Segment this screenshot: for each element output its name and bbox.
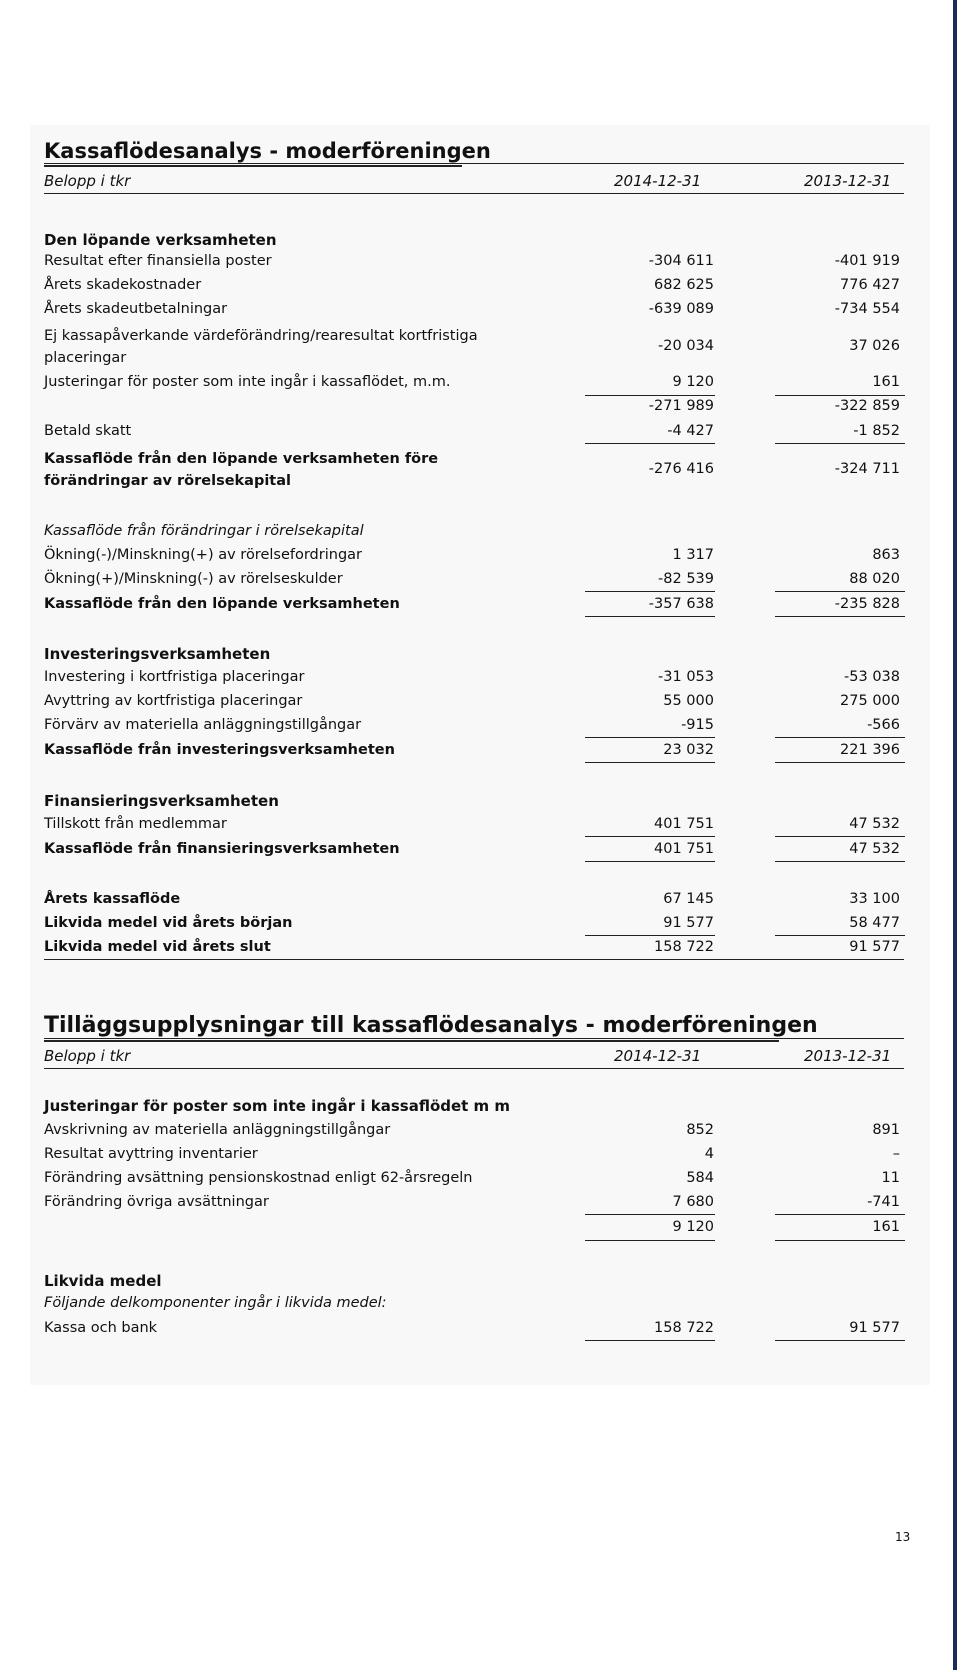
row-label: Förändring avsättning pensionskostnad enligt 62-årsregeln [44, 1170, 473, 1186]
section1-unit-label: Belopp i tkr [44, 172, 131, 190]
table-row [44, 569, 904, 591]
row-label: Investering i kortfristiga placeringar [44, 669, 305, 685]
table-row [44, 667, 904, 689]
value-2014: 158 722 [654, 939, 714, 955]
table-row [44, 251, 904, 273]
table-row [44, 1144, 904, 1166]
value-2014: 91 577 [663, 915, 714, 931]
section2-header-bottom-rule [44, 1068, 904, 1069]
value-2014: -639 089 [648, 301, 714, 317]
value-2014: 1 317 [672, 547, 714, 563]
value-2014: -276 416 [648, 461, 714, 477]
likvida-subheading: Följande delkomponenter ingår i likvida medel: [44, 1295, 387, 1311]
value-2014: -31 053 [658, 669, 714, 685]
total-rule [775, 762, 905, 763]
subtotal-rule [775, 737, 905, 738]
row-label: Årets skadekostnader [44, 277, 202, 293]
section1-title: Kassaflödesanalys - moderföreningen [44, 139, 491, 163]
value-2014: 682 625 [654, 277, 714, 293]
table-row [44, 299, 904, 321]
value-2013: -566 [867, 717, 900, 733]
value-2014: -271 989 [648, 398, 714, 414]
table-row-total [44, 448, 904, 492]
value-2014: -82 539 [658, 571, 714, 587]
value-2013: -322 859 [834, 398, 900, 414]
value-2013: 863 [872, 547, 900, 563]
value-2013: -1 852 [853, 423, 900, 439]
value-2014: 401 751 [654, 841, 714, 857]
page-number: 13 [895, 1530, 911, 1544]
value-2013: -324 711 [834, 461, 900, 477]
row-label: Resultat avyttring inventarier [44, 1146, 258, 1162]
value-2013: -401 919 [834, 253, 900, 269]
value-2013: 776 427 [840, 277, 900, 293]
value-2013: – [892, 1146, 900, 1162]
value-2014: 55 000 [663, 693, 714, 709]
value-2013: 91 577 [849, 939, 900, 955]
section1-header-top-rule [44, 163, 904, 164]
table-row-total [44, 889, 904, 911]
value-2014: 852 [686, 1122, 714, 1138]
table-row-total [44, 913, 904, 935]
value-2014: -4 427 [667, 423, 714, 439]
section2-col1-header: 2014-12-31 [614, 1047, 702, 1065]
value-2014: -357 638 [648, 596, 714, 612]
value-2014: 401 751 [654, 816, 714, 832]
section2-title-underline [44, 1040, 779, 1042]
value-2014: 9 120 [672, 374, 714, 390]
table-row [44, 1120, 904, 1142]
value-2014: 158 722 [654, 1320, 714, 1336]
row-label: Årets skadeutbetalningar [44, 301, 228, 317]
page-edge-rule [953, 0, 957, 1670]
row-label: Resultat efter finansiella poster [44, 253, 272, 269]
section1-col2-header: 2013-12-31 [804, 172, 892, 190]
value-2013: 47 532 [849, 816, 900, 832]
table-row [44, 1318, 904, 1340]
row-label: Justeringar för poster som inte ingår i kassaflödet, m.m. [44, 374, 451, 390]
value-2014: -20 034 [658, 338, 714, 354]
total-rule [585, 861, 715, 862]
subtotal-rule [585, 1214, 715, 1215]
row-label: Likvida medel vid årets slut [44, 939, 271, 955]
value-2013: 91 577 [849, 1320, 900, 1336]
subtotal-rule [585, 935, 715, 936]
value-2014: 4 [704, 1146, 714, 1162]
row-label: Avskrivning av materiella anläggningstillgångar [44, 1122, 391, 1138]
row-label: Kassaflöde från finansieringsverksamheten [44, 841, 400, 857]
section-heading-finansiering: Finansieringsverksamheten [44, 792, 279, 810]
row-label: Likvida medel vid årets början [44, 915, 293, 931]
row-label: Betald skatt [44, 423, 132, 439]
table-row-total [44, 594, 904, 616]
section2-title: Tilläggsupplysningar till kassaflödesanalys - moderföreningen [44, 1013, 818, 1038]
subtotal-rule [775, 443, 905, 444]
section2-col2-header: 2013-12-31 [804, 1047, 892, 1065]
total-rule [775, 861, 905, 862]
section-heading-roerelsekapital: Kassaflöde från förändringar i rörelsekapital [44, 523, 364, 539]
section2-header-top-rule [44, 1038, 904, 1039]
section-heading-loepande: Den löpande verksamheten [44, 231, 277, 249]
table-row [44, 715, 904, 737]
value-2013: -741 [867, 1194, 900, 1210]
total-rule [585, 1240, 715, 1241]
total-rule [775, 616, 905, 617]
table-row [44, 691, 904, 713]
subtotal-rule [585, 836, 715, 837]
section1-col1-header: 2014-12-31 [614, 172, 702, 190]
row-label: Kassaflöde från den löpande verksamheten [44, 596, 400, 612]
table-row [44, 421, 904, 443]
subtotal-rule [775, 935, 905, 936]
table-row-subtotal [44, 1217, 904, 1239]
row-label: Tillskott från medlemmar [44, 816, 227, 832]
value-2013: 11 [881, 1170, 900, 1186]
value-2013: -53 038 [844, 669, 900, 685]
value-2013: 37 026 [849, 338, 900, 354]
total-rule [775, 1340, 905, 1341]
value-2013: 275 000 [840, 693, 900, 709]
row-label: Kassa och bank [44, 1320, 158, 1336]
row-label: Kassaflöde från investeringsverksamheten [44, 742, 395, 758]
value-2014: 584 [686, 1170, 714, 1186]
value-2013: 88 020 [849, 571, 900, 587]
value-2013: 58 477 [849, 915, 900, 931]
subtotal-rule [585, 737, 715, 738]
value-2013: 161 [872, 374, 900, 390]
row-label: Årets kassaflöde [44, 891, 181, 907]
table-row [44, 372, 904, 394]
table-row-total [44, 740, 904, 762]
subtotal-rule [775, 591, 905, 592]
section1-title-underline [44, 165, 462, 167]
value-2013: 33 100 [849, 891, 900, 907]
row-label: Ökning(-)/Minskning(+) av rörelsefordringar [44, 547, 362, 563]
row-label: Avyttring av kortfristiga placeringar [44, 693, 303, 709]
subtotal-rule [585, 591, 715, 592]
subtotal-rule [775, 836, 905, 837]
section-heading-investering: Investeringsverksamheten [44, 645, 271, 663]
total-rule [585, 762, 715, 763]
table-row-subtotal [44, 396, 904, 418]
row-label: Ej kassapåverkande värdeförändring/rearesultat kortfristiga placeringar [44, 328, 478, 366]
table-row-total [44, 937, 904, 959]
row-label: Förvärv av materiella anläggningstillgångar [44, 717, 362, 733]
table-row [44, 325, 904, 369]
total-rule [585, 616, 715, 617]
row-label: Förändring övriga avsättningar [44, 1194, 269, 1210]
value-2014: 67 145 [663, 891, 714, 907]
section2-unit-label: Belopp i tkr [44, 1047, 131, 1065]
section-heading-justeringar: Justeringar för poster som inte ingår i kassaflödet m m [44, 1097, 511, 1115]
value-2014: -304 611 [648, 253, 714, 269]
row-label: Ökning(+)/Minskning(-) av rörelseskulder [44, 571, 343, 587]
table-row [44, 275, 904, 297]
table-row-total [44, 839, 904, 861]
value-2013: 47 532 [849, 841, 900, 857]
closing-rule [44, 959, 904, 960]
table-row [44, 1168, 904, 1190]
table-row [44, 545, 904, 567]
value-2013: -734 554 [834, 301, 900, 317]
value-2013: 891 [872, 1122, 900, 1138]
value-2014: 7 680 [672, 1194, 714, 1210]
value-2014: 9 120 [672, 1219, 714, 1235]
value-2013: -235 828 [834, 596, 900, 612]
value-2013: 221 396 [840, 742, 900, 758]
value-2014: -915 [681, 717, 714, 733]
total-rule [585, 1340, 715, 1341]
section-heading-likvida: Likvida medel [44, 1272, 162, 1290]
subtotal-rule [585, 443, 715, 444]
subtotal-rule [775, 1214, 905, 1215]
value-2013: 161 [872, 1219, 900, 1235]
value-2014: 23 032 [663, 742, 714, 758]
table-row [44, 1192, 904, 1214]
row-label: Kassaflöde från den löpande verksamheten före förändringar av rörelsekapital [44, 451, 439, 489]
table-row [44, 814, 904, 836]
total-rule [775, 1240, 905, 1241]
section1-header-bottom-rule [44, 193, 904, 194]
